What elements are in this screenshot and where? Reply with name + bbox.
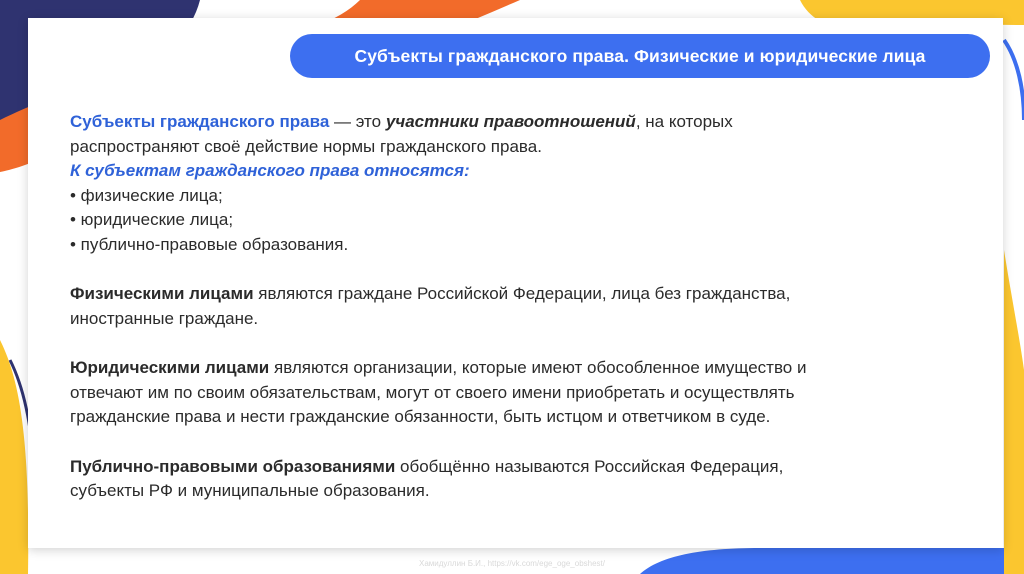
yellow-blob-bottom <box>0 340 28 574</box>
definition-term: Субъекты гражданского права <box>70 112 330 131</box>
subjects-item-legal-entities: • юридические лица; <box>70 210 234 229</box>
slide-title <box>290 34 990 78</box>
blue-arc-right <box>1004 40 1024 120</box>
yellow-blob-right <box>1004 250 1024 574</box>
footer-credit: Хамидуллин Б.И., https://vk.com/ege_oge_obshest/ <box>419 559 605 568</box>
definition-dash: — это <box>329 112 386 131</box>
slide-content <box>70 110 950 504</box>
public-entities-line2: субъекты РФ и муниципальные образования. <box>70 481 430 500</box>
subjects-heading: К субъектам гражданского права относятся: <box>70 161 470 180</box>
individuals-term: Физическими лицами <box>70 284 254 303</box>
subjects-item-public-entities: • публично-правовые образования. <box>70 234 349 254</box>
subjects-item-individuals: • физические лица; <box>70 185 223 205</box>
legal-entities-line1: являются организации, которые имеют обособленное имущество и <box>269 358 807 377</box>
legal-entities-term: Юридическими лицами <box>70 358 270 377</box>
legal-entities-line2: отвечают им по своим обязательствам, могут от своего имени приобретать и осуществлять <box>70 382 795 402</box>
slide-title-text: Субъекты гражданского права. Физические и юридические лица <box>354 45 926 66</box>
definition-emphasis: участники правоотношений <box>385 112 636 131</box>
legal-entities-line3: гражданские права и нести гражданские обязанности, быть истцом и ответчиком в суде. <box>70 407 771 426</box>
public-entities-term: Публично-правовыми образованиями <box>70 456 396 476</box>
definition-paragraph <box>70 110 950 159</box>
individuals-line2: иностранные граждане. <box>70 308 259 328</box>
legal-entities-paragraph <box>70 356 950 430</box>
public-entities-line1: обобщённо называются Российская Федерация, <box>395 456 784 476</box>
public-entities-paragraph <box>70 455 950 504</box>
definition-rest: , на которых <box>635 112 733 131</box>
individuals-paragraph <box>70 282 950 331</box>
individuals-line1: являются граждане Российской Федерации, лица без гражданства, <box>253 284 791 303</box>
definition-line2: распространяют своё действие нормы гражданского права. <box>70 136 542 156</box>
